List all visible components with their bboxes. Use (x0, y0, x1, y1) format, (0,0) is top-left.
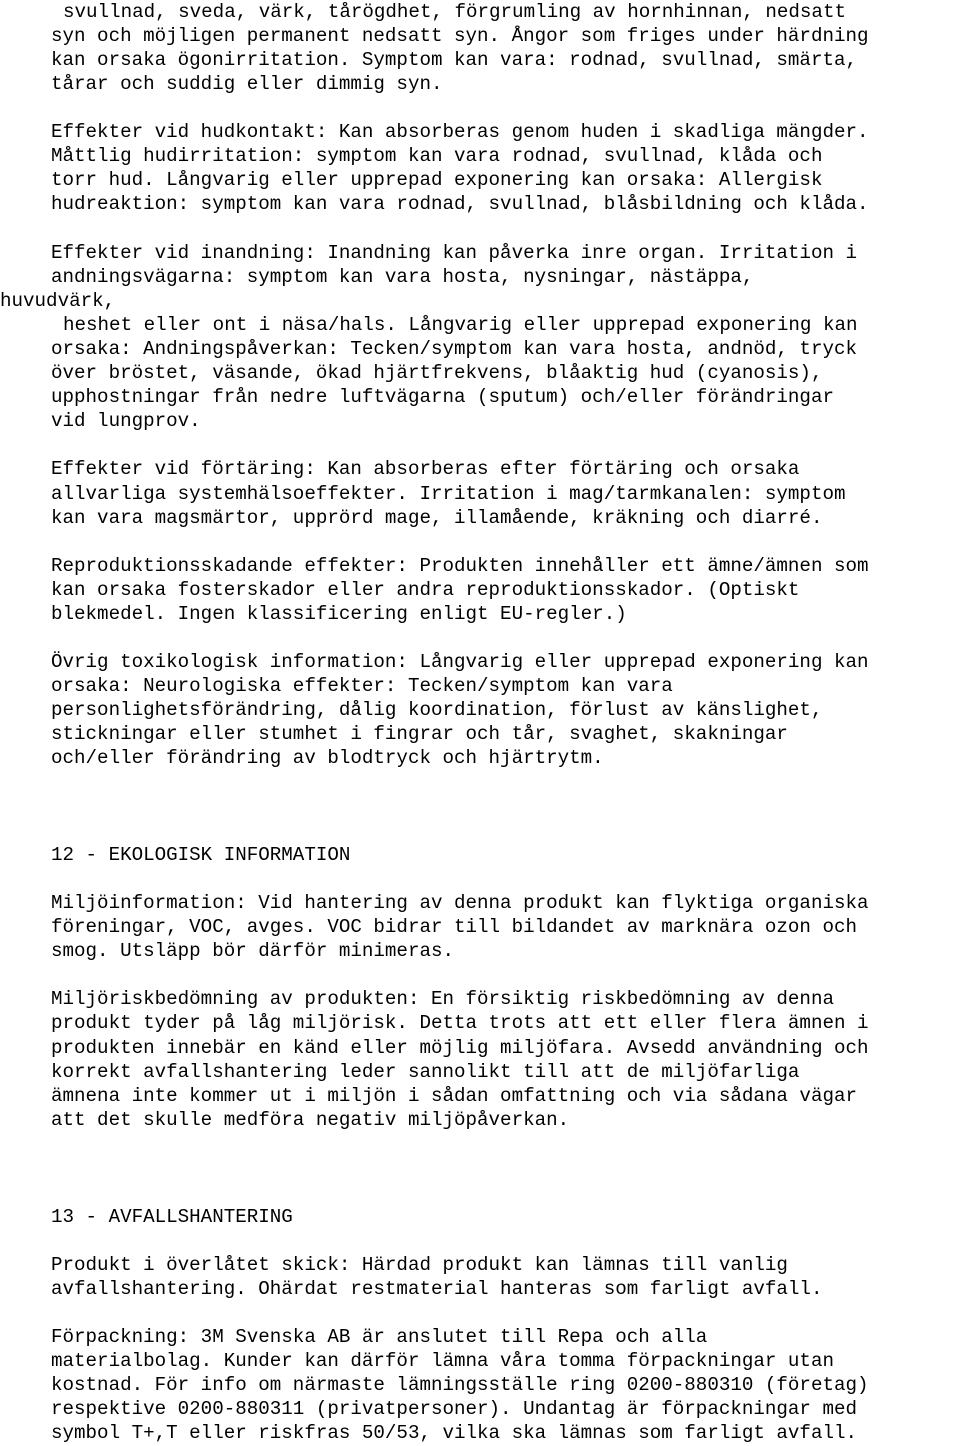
text-line: Miljöriskbedömning av produkten: En försiktig riskbedömning av denna (51, 988, 834, 1010)
text-line: andningsvägarna: symptom kan vara hosta, nysningar, nästäppa, (51, 266, 754, 288)
text-line: kan vara magsmärtor, upprörd mage, illamående, kräkning och diarré. (51, 507, 823, 529)
text-line: Måttlig hudirritation: symptom kan vara rodnad, svullnad, klåda och (51, 145, 823, 167)
text-line: föreningar, VOC, avges. VOC bidrar till bildandet av marknära ozon och (51, 916, 858, 938)
text-line: heshet eller ont i näsa/hals. Långvarig eller upprepad exponering kan (63, 314, 858, 336)
text-line: blekmedel. Ingen klassificering enligt EU-regler.) (51, 603, 627, 625)
text-line: stickningar eller stumhet i fingrar och tår, svaghet, skakningar (51, 723, 788, 745)
text-line: huvudvärk, (0, 290, 116, 312)
text-line: hudreaktion: symptom kan vara rodnad, svullnad, blåsbildning och klåda. (51, 193, 869, 215)
text-line: symbol T+,T eller riskfras 50/53, vilka ska lämnas som farligt avfall. (51, 1422, 858, 1444)
section-12-heading: 12 - EKOLOGISK INFORMATION (51, 844, 351, 866)
text-line: och/eller förändring av blodtryck och hjärtrytm. (51, 747, 604, 769)
text-line: Miljöinformation: Vid hantering av denna produkt kan flyktiga organiska (51, 892, 869, 914)
text-line: över bröstet, väsande, ökad hjärtfrekvens, blåaktig hud (cyanosis), (51, 362, 823, 384)
text-line: att det skulle medföra negativ miljöpåverkan. (51, 1109, 570, 1131)
text-line: upphostningar från nedre luftvägarna (sputum) och/eller förändringar (51, 386, 834, 408)
text-line: orsaka: Neurologiska effekter: Tecken/symptom kan vara (51, 675, 673, 697)
section-13-heading: 13 - AVFALLSHANTERING (51, 1206, 293, 1228)
text-line: Övrig toxikologisk information: Långvarig eller upprepad exponering kan (51, 651, 869, 673)
text-line: Effekter vid inandning: Inandning kan påverka inre organ. Irritation i (51, 242, 858, 264)
text-line: kan orsaka fosterskador eller andra reproduktionsskador. (Optiskt (51, 579, 800, 601)
text-line: kan orsaka ögonirritation. Symptom kan vara: rodnad, svullnad, smärta, (51, 49, 858, 71)
text-line: Effekter vid hudkontakt: Kan absorberas genom huden i skadliga mängder. (51, 121, 869, 143)
text-line: Effekter vid förtäring: Kan absorberas efter förtäring och orsaka (51, 458, 800, 480)
text-line: svullnad, sveda, värk, tårögdhet, förgrumling av hornhinnan, nedsatt (63, 1, 846, 23)
text-line: Reproduktionsskadande effekter: Produkten innehåller ett ämne/ämnen som (51, 555, 869, 577)
text-line: produkten innebär en känd eller möjlig miljöfara. Avsedd användning och (51, 1037, 869, 1059)
text-line: produkt tyder på låg miljörisk. Detta trots att ett eller flera ämnen i (51, 1012, 869, 1034)
text-line: syn och möjligen permanent nedsatt syn. Ångor som friges under härdning (51, 25, 869, 47)
text-line: respektive 0200-880311 (privatpersoner). Undantag är förpackningar med (51, 1398, 858, 1420)
text-line: orsaka: Andningspåverkan: Tecken/symptom kan vara hosta, andnöd, tryck (51, 338, 858, 360)
text-line: Produkt i överlåtet skick: Härdad produkt kan lämnas till vanlig (51, 1254, 788, 1276)
text-line: ämnena inte kommer ut i miljön i sådan omfattning och via sådana vägar (51, 1085, 858, 1107)
text-line: tårar och suddig eller dimmig syn. (51, 73, 443, 95)
text-line: avfallshantering. Ohärdat restmaterial hanteras som farligt avfall. (51, 1278, 823, 1300)
text-line: torr hud. Långvarig eller upprepad exponering kan orsaka: Allergisk (51, 169, 823, 191)
text-line: materialbolag. Kunder kan därför lämna våra tomma förpackningar utan (51, 1350, 834, 1372)
text-line: Förpackning: 3M Svenska AB är anslutet till Repa och alla (51, 1326, 708, 1348)
text-line: korrekt avfallshantering leder sannolikt till att de miljöfarliga (51, 1061, 800, 1083)
text-line: kostnad. För info om närmaste lämningsställe ring 0200-880310 (företag) (51, 1374, 869, 1396)
text-line: vid lungprov. (51, 410, 201, 432)
text-line: smog. Utsläpp bör därför minimeras. (51, 940, 455, 962)
text-line: personlighetsförändring, dålig koordination, förlust av känslighet, (51, 699, 823, 721)
text-line: allvarliga systemhälsoeffekter. Irritation i mag/tarmkanalen: symptom (51, 483, 846, 505)
